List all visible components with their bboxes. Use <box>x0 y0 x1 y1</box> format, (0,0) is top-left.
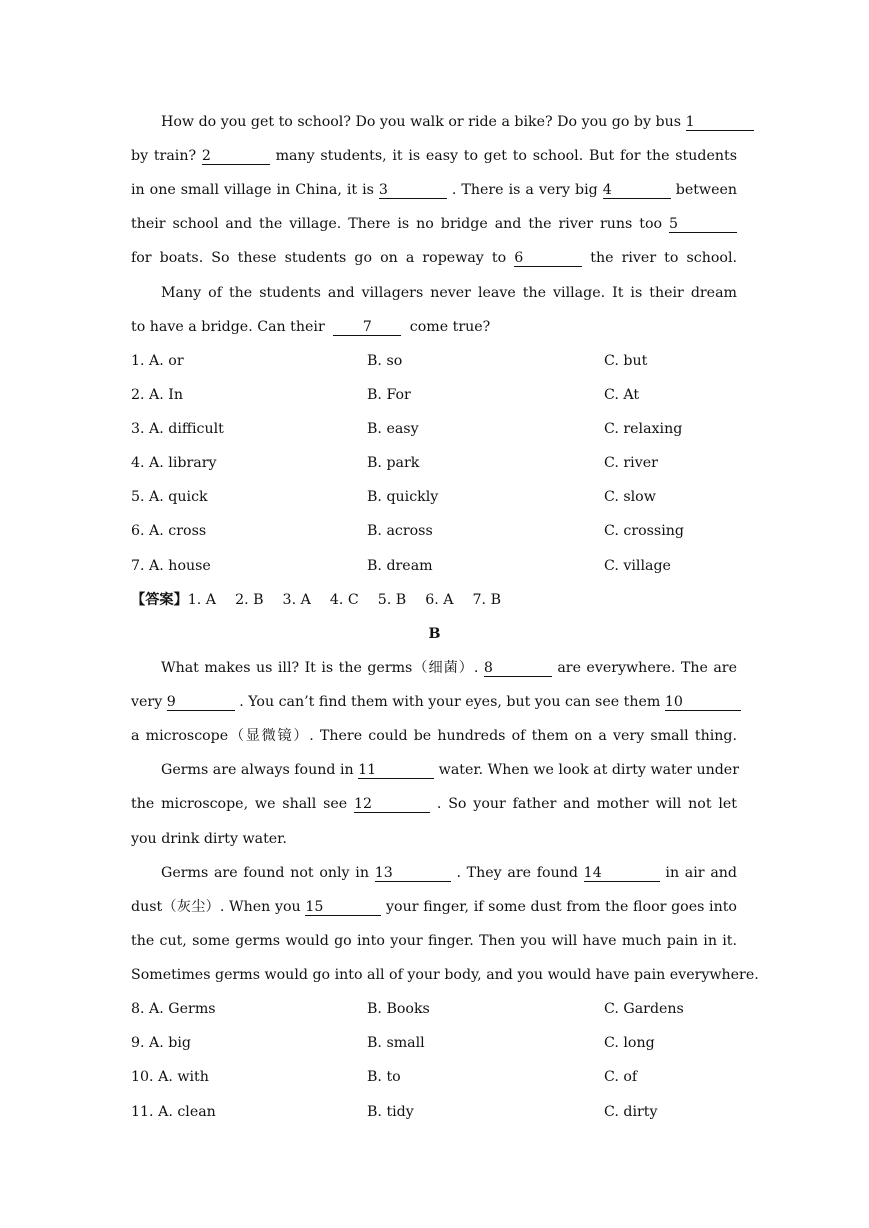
text-span: What makes us ill? It is the germs（细菌）. <box>161 660 479 676</box>
answer-item: 6. A <box>425 592 454 608</box>
option-3-a[interactable]: 3. A. difficult <box>131 421 224 437</box>
option-10-c[interactable]: C. of <box>604 1069 638 1085</box>
passage-a-line-4 <box>131 217 737 233</box>
answer-item: 2. B <box>235 592 264 608</box>
text-span: dust（灰尘）. When you <box>131 899 301 915</box>
option-3-b[interactable]: B. easy <box>367 421 419 437</box>
answer-item: 4. C <box>329 592 359 608</box>
text-span: between <box>675 182 738 198</box>
blank-5[interactable]: 5 <box>669 217 737 233</box>
option-3-c[interactable]: C. relaxing <box>604 421 683 437</box>
passage-b-line-1 <box>161 661 737 677</box>
option-4-b[interactable]: B. park <box>367 455 420 471</box>
option-9-c[interactable]: C. long <box>604 1035 655 1051</box>
text-span: Germs are always found in <box>161 762 354 778</box>
text-span: many students, it is easy to get to school. But for the students <box>275 148 737 164</box>
passage-b-line-2 <box>131 695 737 711</box>
blank-3[interactable]: 3 <box>379 183 447 199</box>
blank-10[interactable]: 10 <box>665 695 741 711</box>
option-2-a[interactable]: 2. A. In <box>131 387 184 403</box>
passage-b-line-8 <box>131 900 737 916</box>
text-span: the river to school. <box>590 250 737 266</box>
text-span: Germs are found not only in <box>161 865 369 881</box>
option-2-b[interactable]: B. For <box>367 387 411 403</box>
blank-12[interactable]: 12 <box>354 797 430 813</box>
text-span: their school and the village. There is no bridge and the river runs too <box>131 216 663 232</box>
option-1-b[interactable]: B. so <box>367 353 403 369</box>
option-7-b[interactable]: B. dream <box>367 558 433 574</box>
passage-b-line-9: the cut, some germs would go into your finger. Then you will have much pain in it. <box>131 933 737 949</box>
option-5-a[interactable]: 5. A. quick <box>131 489 208 505</box>
option-10-a[interactable]: 10. A. with <box>131 1069 209 1085</box>
text-span: . There is a very big <box>451 182 598 198</box>
option-9-b[interactable]: B. small <box>367 1035 425 1051</box>
option-1-a[interactable]: 1. A. or <box>131 353 184 369</box>
passage-a-line-1 <box>161 115 737 131</box>
blank-13[interactable]: 13 <box>375 866 451 882</box>
option-6-a[interactable]: 6. A. cross <box>131 523 207 539</box>
text-span: very <box>131 694 163 710</box>
option-1-c[interactable]: C. but <box>604 353 648 369</box>
blank-6[interactable]: 6 <box>514 251 582 267</box>
text-span: in one small village in China, it is <box>131 182 374 198</box>
passage-a-line-3 <box>131 183 737 199</box>
blank-8[interactable]: 8 <box>484 661 552 677</box>
blank-9[interactable]: 9 <box>167 695 235 711</box>
option-6-b[interactable]: B. across <box>367 523 433 539</box>
text-span: are everywhere. The are <box>557 660 737 676</box>
section-b-heading: B <box>428 626 441 642</box>
text-span: water. When we look at dirty water under <box>438 762 739 778</box>
answer-key <box>131 593 520 607</box>
text-span: to have a bridge. Can their <box>131 319 325 335</box>
text-span: . They are found <box>456 865 578 881</box>
option-5-b[interactable]: B. quickly <box>367 489 439 505</box>
passage-a-line-7 <box>131 320 737 336</box>
text-span: come true? <box>409 319 491 335</box>
option-4-a[interactable]: 4. A. library <box>131 455 217 471</box>
option-11-c[interactable]: C. dirty <box>604 1104 658 1120</box>
blank-2[interactable]: 2 <box>202 149 270 165</box>
option-2-c[interactable]: C. At <box>604 387 640 403</box>
text-span: . You can’t find them with your eyes, but you can see them <box>239 694 661 710</box>
answer-item: 5. B <box>377 592 407 608</box>
passage-b-line-4 <box>161 763 737 779</box>
option-10-b[interactable]: B. to <box>367 1069 401 1085</box>
text-span: for boats. So these students go on a ropeway to <box>131 250 507 266</box>
option-7-c[interactable]: C. village <box>604 558 671 574</box>
blank-15[interactable]: 15 <box>305 900 381 916</box>
blank-11[interactable]: 11 <box>358 763 434 779</box>
text-span: How do you get to school? Do you walk or ride a bike? Do you go by bus <box>161 114 682 130</box>
passage-b-line-5 <box>131 797 737 813</box>
blank-14[interactable]: 14 <box>584 866 660 882</box>
text-span: the microscope, we shall see <box>131 796 348 812</box>
option-8-a[interactable]: 8. A. Germs <box>131 1001 216 1017</box>
blank-7[interactable]: 7 <box>333 320 401 336</box>
option-9-a[interactable]: 9. A. big <box>131 1035 192 1051</box>
text-span: . So your father and mother will not let <box>436 796 737 812</box>
passage-a-line-2 <box>131 149 737 165</box>
answer-item: 1. A <box>187 592 217 608</box>
answer-item: 7. B <box>472 592 502 608</box>
option-7-a[interactable]: 7. A. house <box>131 558 211 574</box>
passage-a-line-5 <box>131 251 737 267</box>
answer-item: 3. A <box>282 592 311 608</box>
blank-1[interactable]: 1 <box>686 115 754 131</box>
passage-a-line-6: Many of the students and villagers never leave the village. It is their dream <box>161 285 737 301</box>
option-4-c[interactable]: C. river <box>604 455 658 471</box>
option-6-c[interactable]: C. crossing <box>604 523 684 539</box>
option-11-a[interactable]: 11. A. clean <box>131 1104 216 1120</box>
passage-b-line-3: a microscope（显微镜）. There could be hundreds of them on a very small thing. <box>131 728 737 744</box>
answer-tag: 【答案】 <box>131 592 188 608</box>
passage-b-line-6: you drink dirty water. <box>131 831 287 847</box>
passage-b-line-10: Sometimes germs would go into all of your body, and you would have pain everywhere. <box>131 967 759 983</box>
option-8-c[interactable]: C. Gardens <box>604 1001 684 1017</box>
text-span: in air and <box>665 865 737 881</box>
text-span: by train? <box>131 148 197 164</box>
option-11-b[interactable]: B. tidy <box>367 1104 414 1120</box>
text-span: your finger, if some dust from the floor goes into <box>386 899 737 915</box>
passage-b-line-7 <box>161 866 737 882</box>
option-5-c[interactable]: C. slow <box>604 489 656 505</box>
option-8-b[interactable]: B. Books <box>367 1001 430 1017</box>
blank-4[interactable]: 4 <box>603 183 671 199</box>
